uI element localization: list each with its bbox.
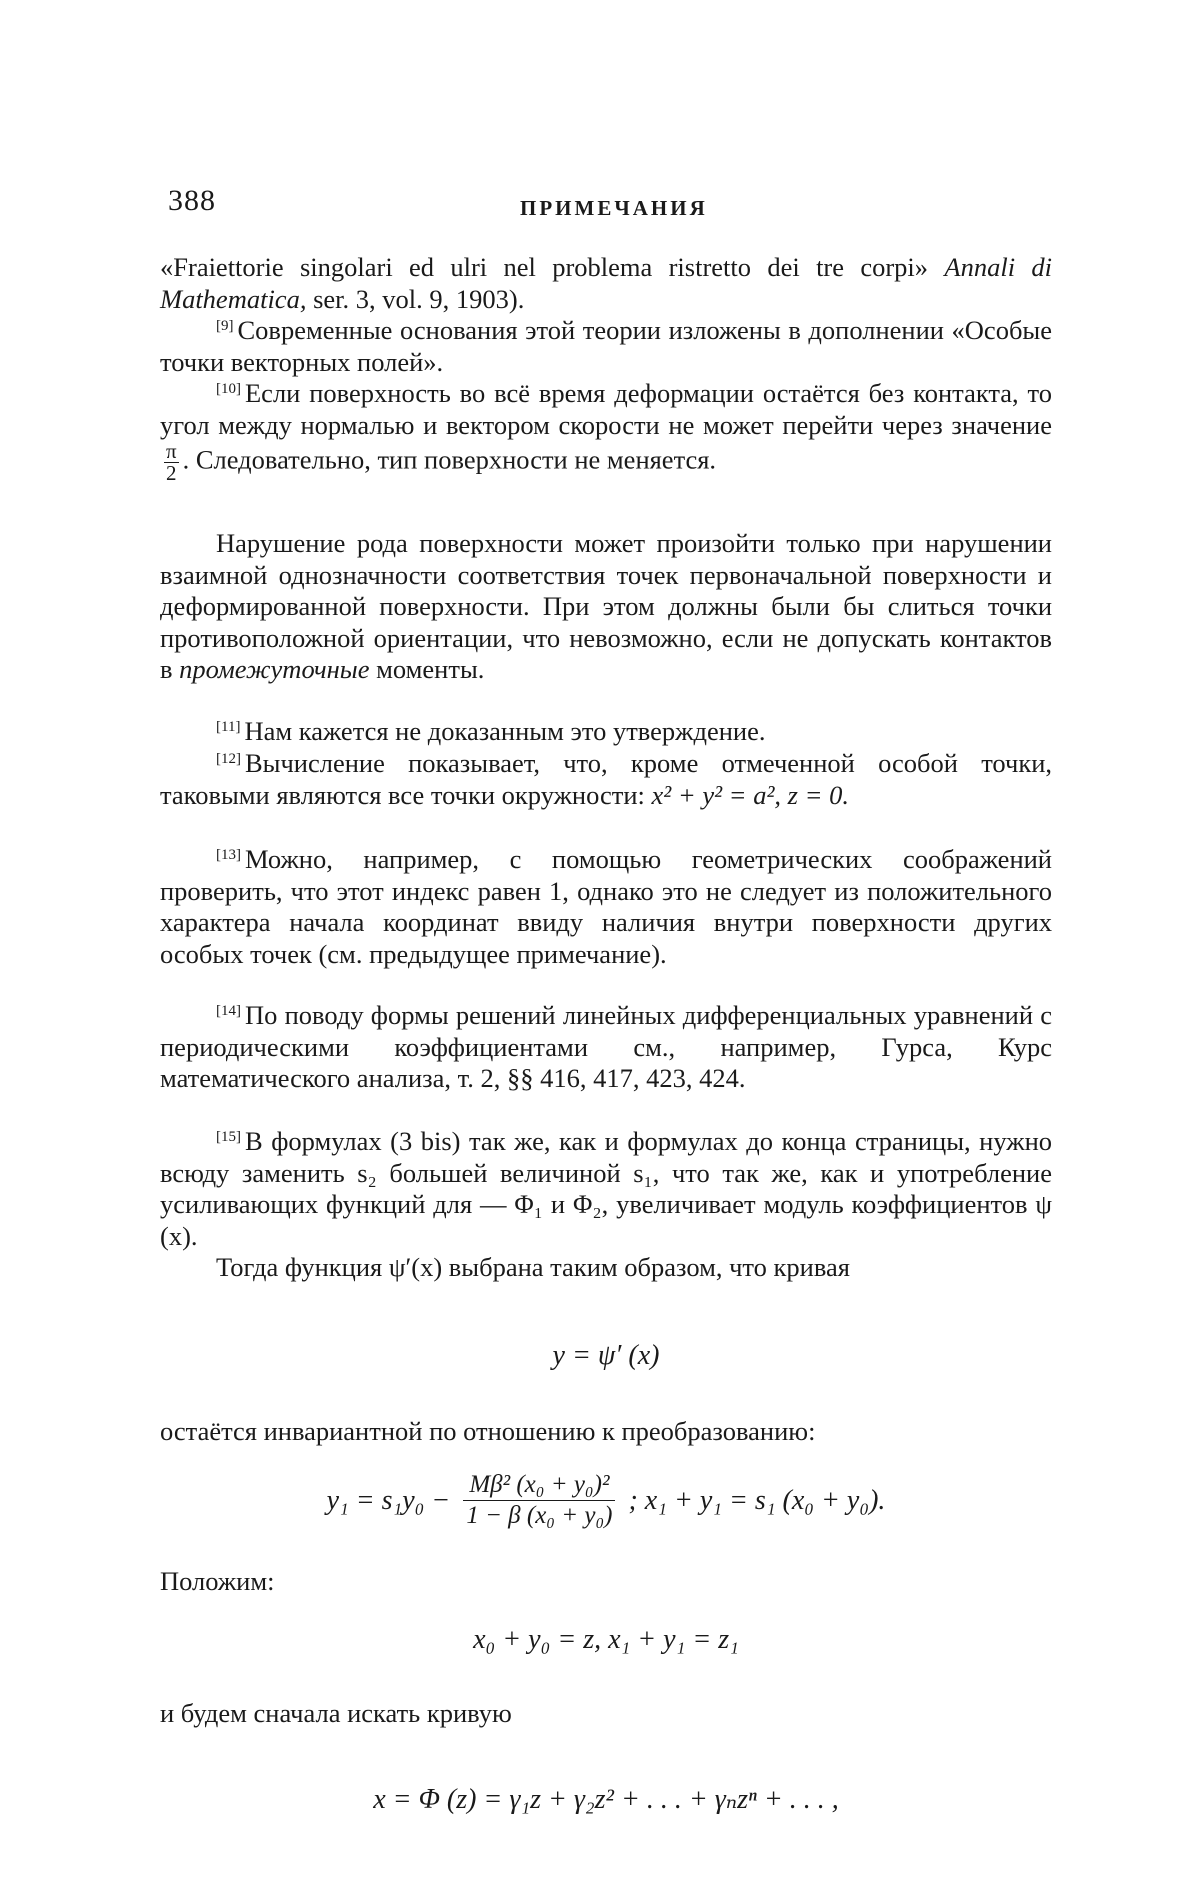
reference-journal: Annali di Mathematica, (160, 252, 1052, 314)
footnote-14 (160, 1000, 1052, 1095)
fraction-numerator: Mβ² (x₀ + y₀)² (463, 1470, 615, 1501)
footnote-text: В формулах (3 bis) так же, как и формулах до конца страницы, нужно всюду заменить s₂ большей величиной s₁, что так же, как и употребление усиливающих функций для — Φ₁ и Φ₂, увеличивает модуль коэффициентов ψ (x). (160, 1126, 1052, 1251)
reference-journal-tail: ser. 3, vol. 9, 1903). (306, 283, 525, 314)
paragraph-invariant: остаётся инвариантной по отношению к преобразованию: (160, 1416, 816, 1446)
footnote-text-tail: . Следовательно, тип поверхности не меняется. (182, 444, 717, 475)
formula-rhs: ; x₁ + y₁ = s₁ (x₀ + y₀). (628, 1484, 886, 1516)
formula-fraction (460, 1470, 618, 1531)
paragraph-text: Нарушение рода поверхности может произойти только при нарушении взаимной однозначности соответствия точек первоначальной поверхности и деформированной поверхности. При этом должны были бы слиться точки противоположной ориентации, что невозможно, если не допускать контактов в (160, 528, 1052, 684)
formula-transformation (160, 1470, 1052, 1531)
fraction-denominator: 2 (166, 461, 177, 485)
paragraph-genus-break (160, 528, 1052, 686)
footnote-marker: [9] (216, 318, 234, 334)
footnote-marker: [14] (216, 1003, 241, 1019)
footnote-9 (160, 315, 1052, 378)
formula-curve: y = ψ′ (x) (552, 1340, 660, 1371)
footnote-marker: [13] (216, 847, 241, 863)
footnote-text: Если поверхность во всё время деформации остаётся без контакта, то угол между нормалью и вектором скорости не может перейти через значение (160, 378, 1052, 440)
reference-title: «Fraiettorie singolari ed ulri nel problema ristretto dei tre corpi» (160, 252, 929, 282)
formula-substitution: x₀ + y₀ = z, x₁ + y₁ = z₁ (473, 1624, 739, 1655)
formula-series: x = Φ (z) = γ₁z + γ₂z² + . . . + γₙzⁿ + . . . , (373, 1784, 839, 1815)
footnote-11 (160, 716, 1052, 748)
paragraph-text-tail: моменты. (369, 654, 485, 684)
footnote-text: Вычисление показывает, что, кроме отмеченной особой точки, таковыми являются все точки окружности: (160, 748, 1052, 810)
page-number: 388 (168, 184, 216, 217)
footnote-15 (160, 1126, 1052, 1252)
italic-word: промежуточные (179, 654, 370, 684)
footnote-marker: [15] (216, 1129, 241, 1145)
paragraph-put: Положим: (160, 1566, 275, 1596)
footnote-13 (160, 844, 1052, 970)
footnote-marker: [12] (216, 751, 241, 767)
footnote-text: Нам кажется не доказанным это утверждение. (244, 716, 766, 746)
paragraph-seek: и будем сначала искать кривую (160, 1698, 512, 1728)
fraction-numerator: π (166, 439, 177, 463)
formula-lhs: y₁ = s₁y₀ − (326, 1484, 451, 1516)
footnote-marker: [10] (216, 381, 241, 397)
footnote-text: По поводу формы решений линейных дифференциальных уравнений с периодическими коэффициентами см., например, Гурса, Курс математического анализа, т. 2, §§ 416, 417, 423, 424. (160, 1000, 1052, 1093)
running-head: ПРИМЕЧАНИЯ (520, 196, 708, 220)
footnote-text: Можно, например, с помощью геометрических соображений проверить, что этот индекс равен 1, однако это не следует из положительного характера начала координат ввиду наличия внутри поверхности других особых точек (см. предыдущее примечание). (160, 844, 1052, 969)
circle-formula: x² + y² = a², z = 0. (651, 779, 849, 810)
reference-continuation (160, 252, 1052, 315)
footnote-12 (160, 748, 1052, 811)
footnote-10 (160, 378, 1052, 484)
footnote-text: Современные основания этой теории изложены в дополнении «Особые точки векторных полей». (160, 315, 1052, 377)
footnote-marker: [11] (216, 719, 241, 735)
pi-over-two-fraction (164, 441, 179, 484)
paragraph-then: Тогда функция ψ′(x) выбрана таким образом, что кривая (216, 1252, 850, 1282)
fraction-denominator: 1 − β (x₀ + y₀) (466, 1502, 613, 1529)
